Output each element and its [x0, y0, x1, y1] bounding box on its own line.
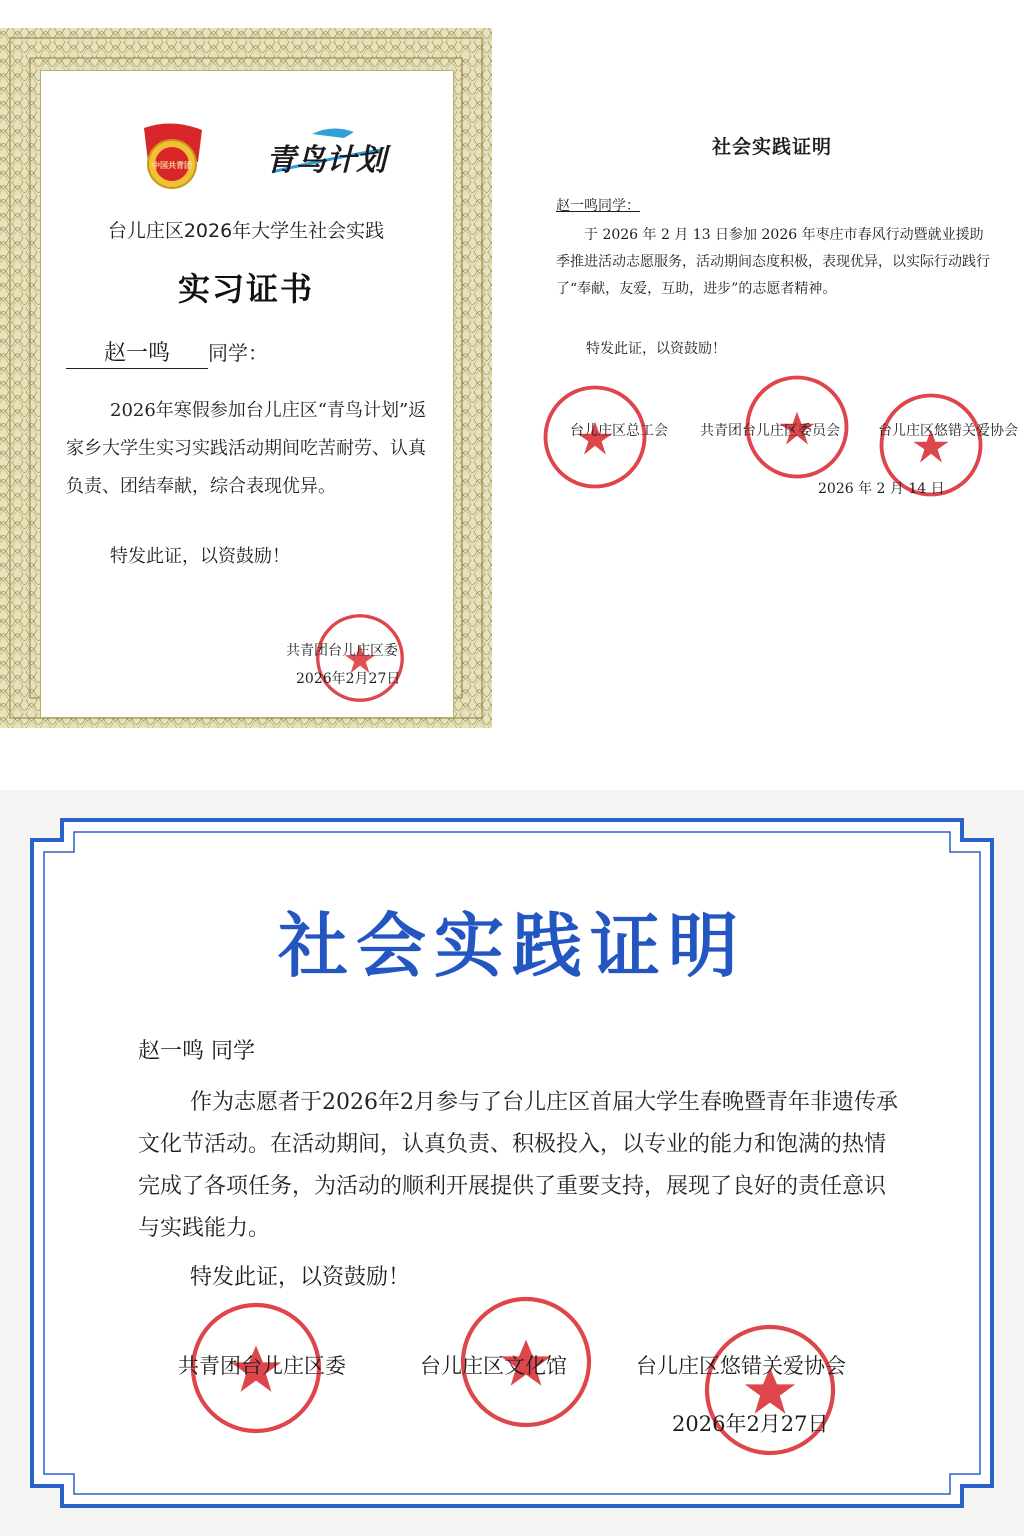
official-seal-icon	[700, 1320, 840, 1460]
recipient-name: 赵一鸣	[66, 336, 208, 369]
recipient-line	[66, 336, 268, 369]
encouragement-text: 特发此证，以资鼓励！	[586, 341, 726, 357]
certificate-title: 社会实践证明	[278, 904, 746, 987]
salutation: 同学：	[208, 341, 268, 365]
org-name: 台儿庄区文化馆	[420, 1354, 567, 1378]
issuer: 共青团台儿庄区委	[286, 643, 398, 659]
event-name: 台儿庄区2026年大学生社会实践	[107, 220, 385, 242]
youth-league-emblem-icon	[132, 120, 212, 190]
qingniao-plan-logo-icon	[262, 120, 392, 190]
org-name: 台儿庄区悠错关爱协会	[636, 1354, 846, 1378]
org-name: 台儿庄区悠错关爱协会	[878, 423, 1018, 439]
svg-text:青鸟计划: 青鸟计划	[266, 143, 386, 178]
encouragement-text: 特发此证，以资鼓励！	[190, 1265, 411, 1290]
greeting: 赵一鸣同学：	[556, 198, 640, 214]
certificate-body: 于 2026 年 2 月 13 日参加 2026 年枣庄市春风行动暨就业援助季推进活动志愿服务，活动期间态度积极，表现优异，以实际行动践行了“奉献，友爱，互助，进步”的志愿者精神。	[556, 227, 990, 297]
certificate-body: 作为志愿者于2026年2月参与了台儿庄区首届大学生春晚暨青年非遗传承文化节活动。在活动期间，认真负责、积极投入，以专业的能力和饱满的热情完成了各项任务，为活动的顺利开展提供了重要支持，展现了良好的责任意识与实践能力。	[138, 1090, 898, 1241]
volunteer-certificate	[520, 100, 1024, 520]
svg-text:中国共青团: 中国共青团	[152, 160, 192, 170]
certificate-title: 实习证书	[177, 270, 314, 308]
org-name: 台儿庄区总工会	[570, 423, 668, 439]
org-name: 共青团台儿庄区委	[178, 1354, 346, 1378]
certificate-title: 社会实践证明	[711, 136, 832, 158]
internship-certificate	[0, 28, 492, 728]
issue-date: 2026年2月27日	[672, 1412, 829, 1436]
issue-date: 2026年2月27日	[296, 671, 401, 687]
social-practice-certificate	[0, 790, 1024, 1536]
greeting: 赵一鸣 同学	[138, 1039, 255, 1064]
certificate-body: 2026年寒假参加台儿庄区“青鸟计划”返家乡大学生实习实践活动期间吃苦耐劳、认真负责、团结奉献，综合表现优异。	[66, 400, 427, 497]
encouragement-text: 特发此证，以资鼓励！	[110, 546, 290, 567]
issue-date: 2026 年 2 月 14 日	[818, 481, 945, 497]
org-name: 共青团台儿庄区委员会	[700, 423, 840, 439]
